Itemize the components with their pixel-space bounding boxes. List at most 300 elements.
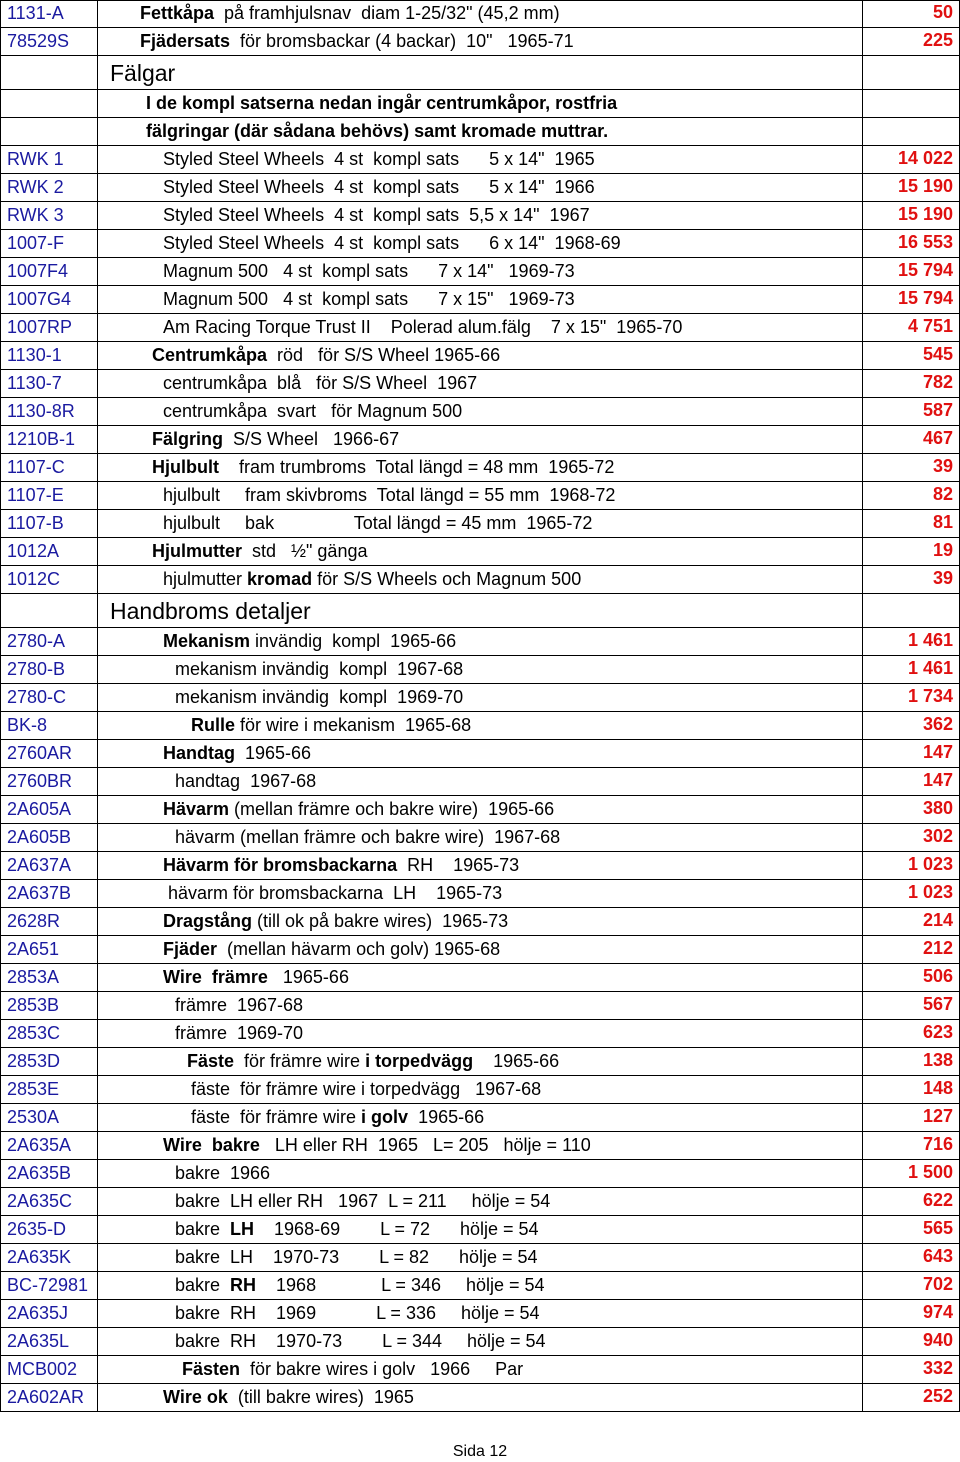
price-cell [862, 566, 960, 593]
part-price: 545 [922, 344, 953, 364]
part-code: 2760AR [7, 743, 73, 763]
description-segment: hävarm för bromsbackarna LH 1965-73 [168, 883, 503, 903]
part-description [182, 1359, 523, 1380]
code-cell [0, 852, 98, 879]
note-row [0, 118, 960, 146]
description-segment: bakre RH 1970-73 L = 344 hölje = 54 [175, 1331, 546, 1351]
code-cell [0, 398, 98, 425]
part-price: 940 [922, 1330, 953, 1350]
table-row [0, 1300, 960, 1328]
part-code: 2A637B [7, 883, 72, 903]
description-segment: S/S Wheel 1966-67 [223, 429, 400, 449]
table-row [0, 230, 960, 258]
part-code: 1007F4 [7, 261, 69, 281]
price-cell [862, 852, 960, 879]
price-cell [862, 1328, 960, 1355]
part-price: 1 461 [907, 630, 953, 650]
code-cell [0, 936, 98, 963]
table-row [0, 0, 960, 28]
part-price: 506 [922, 966, 953, 986]
description-segment: Fettkåpa [140, 3, 215, 23]
description-segment: Magnum 500 4 st kompl sats 7 x 15" 1969-73 [163, 289, 575, 309]
table-row [0, 426, 960, 454]
part-description [163, 1135, 591, 1156]
description-segment: främre 1969-70 [175, 1023, 304, 1043]
part-code: 1210B-1 [7, 429, 76, 449]
description-segment: Hävarm för bromsbackarna [163, 855, 398, 875]
part-description [163, 743, 311, 764]
part-description [152, 345, 500, 366]
description-segment: för wire i mekanism 1965-68 [235, 715, 472, 735]
part-description [175, 995, 303, 1016]
description-segment: bakre LH 1970-73 L = 82 hölje = 54 [175, 1247, 538, 1267]
code-cell [0, 56, 98, 89]
part-code: RWK 3 [7, 205, 64, 225]
part-price: 127 [922, 1106, 953, 1126]
table-row [0, 566, 960, 594]
part-code: 1107-B [7, 513, 64, 533]
price-cell [862, 1384, 960, 1411]
price-cell [862, 538, 960, 565]
price-cell [862, 1160, 960, 1187]
description-segment: för bakre wires i golv 1966 Par [240, 1359, 524, 1379]
part-description [152, 429, 399, 450]
price-cell [862, 510, 960, 537]
description-segment: i torpedvägg [365, 1051, 474, 1071]
part-description [175, 771, 316, 792]
description-segment: 1965-66 [235, 743, 312, 763]
part-code: 1007G4 [7, 289, 72, 309]
code-cell [0, 258, 98, 285]
description-segment: Wire ok [163, 1387, 228, 1407]
price-cell [862, 824, 960, 851]
code-cell [0, 314, 98, 341]
part-code: 1130-7 [7, 373, 62, 393]
table-row [0, 964, 960, 992]
part-description [187, 1051, 559, 1072]
part-code: 1130-8R [7, 401, 75, 421]
price-cell [862, 454, 960, 481]
code-cell [0, 1188, 98, 1215]
table-row [0, 824, 960, 852]
code-cell [0, 286, 98, 313]
part-code: 2530A [7, 1107, 60, 1127]
description-segment: LH eller RH 1965 L= 205 hölje = 110 [259, 1135, 591, 1155]
part-price: 362 [922, 714, 953, 734]
code-cell [0, 1216, 98, 1243]
section-heading: Handbroms detaljer [110, 598, 311, 624]
description-segment: 1968 L = 346 hölje = 54 [256, 1275, 545, 1295]
description-segment: invändig kompl 1965-66 [250, 631, 457, 651]
description-segment: centrumkåpa svart för Magnum 500 [163, 401, 463, 421]
part-description [175, 1303, 540, 1324]
description-segment: bakre 1966 [175, 1163, 271, 1183]
code-cell [0, 566, 98, 593]
code-cell [0, 964, 98, 991]
table-row [0, 314, 960, 342]
price-cell [862, 314, 960, 341]
part-code: 2A605A [7, 799, 72, 819]
description-segment: handtag 1967-68 [175, 771, 317, 791]
code-cell [0, 1076, 98, 1103]
code-cell [0, 796, 98, 823]
description-segment: Fjäder [163, 939, 218, 959]
part-price: 39 [932, 456, 953, 476]
price-cell [862, 258, 960, 285]
table-row [0, 796, 960, 824]
table-row [0, 1076, 960, 1104]
part-price: 15 794 [897, 288, 953, 308]
part-price: 782 [922, 372, 953, 392]
code-cell [0, 0, 98, 27]
part-price: 50 [932, 2, 953, 22]
code-cell [0, 1048, 98, 1075]
part-price: 148 [922, 1078, 953, 1098]
part-code: 78529S [7, 31, 70, 51]
description-segment: centrumkåpa blå för S/S Wheel 1967 [163, 373, 478, 393]
part-price: 567 [922, 994, 953, 1014]
part-description [163, 205, 590, 226]
price-cell [862, 1076, 960, 1103]
price-cell [862, 796, 960, 823]
code-cell [0, 1160, 98, 1187]
description-segment: RH 1965-73 [397, 855, 520, 875]
table-row [0, 1188, 960, 1216]
price-cell [862, 342, 960, 369]
description-segment: Mekanism [163, 631, 251, 651]
part-code: 1012C [7, 569, 61, 589]
part-code: 2853E [7, 1079, 60, 1099]
description-segment: Styled Steel Wheels 4 st kompl sats 5 x 14" 1966 [163, 177, 595, 197]
part-price: 147 [922, 770, 953, 790]
table-row [0, 628, 960, 656]
table-row [0, 880, 960, 908]
part-price: 81 [932, 512, 953, 532]
part-description [163, 401, 462, 422]
part-description [163, 631, 456, 652]
description-segment: Fälgring [152, 429, 223, 449]
part-description [175, 1023, 303, 1044]
part-description [163, 513, 592, 534]
code-cell [0, 426, 98, 453]
part-code: 1107-C [7, 457, 65, 477]
code-cell [0, 118, 98, 145]
table-row [0, 1048, 960, 1076]
part-description [163, 233, 621, 254]
price-cell [862, 1272, 960, 1299]
description-segment: Dragstång [163, 911, 253, 931]
price-cell [862, 628, 960, 655]
table-row [0, 286, 960, 314]
description-segment: Magnum 500 4 st kompl sats 7 x 14" 1969-73 [163, 261, 575, 281]
price-cell [862, 56, 960, 89]
description-segment: Styled Steel Wheels 4 st kompl sats 5 x 14" 1965 [163, 149, 595, 169]
part-description [152, 457, 614, 478]
price-cell [862, 964, 960, 991]
description-segment: LH [230, 1219, 255, 1239]
code-cell [0, 1384, 98, 1411]
table-row [0, 146, 960, 174]
code-cell [0, 768, 98, 795]
description-segment: Hjulmutter [152, 541, 242, 561]
section-note: fälgringar (där sådana behövs) samt kromade muttrar. [146, 121, 609, 141]
table-row [0, 852, 960, 880]
code-cell [0, 1244, 98, 1271]
part-price: 702 [922, 1274, 953, 1294]
description-segment: röd för S/S Wheel 1965-66 [267, 345, 501, 365]
part-description [163, 149, 595, 170]
price-cell [862, 1048, 960, 1075]
table-row [0, 1132, 960, 1160]
part-price: 587 [922, 400, 953, 420]
part-price: 1 023 [907, 882, 953, 902]
part-code: 2A635J [7, 1303, 69, 1323]
description-segment: mekanism invändig kompl 1969-70 [175, 687, 464, 707]
code-cell [0, 174, 98, 201]
code-cell [0, 1300, 98, 1327]
description-segment: Handtag [163, 743, 235, 763]
price-cell [862, 740, 960, 767]
section-heading-row [0, 594, 960, 628]
part-code: 2A602AR [7, 1387, 85, 1407]
part-code: 2628R [7, 911, 61, 931]
table-row [0, 908, 960, 936]
code-cell [0, 454, 98, 481]
part-price: 1 500 [907, 1162, 953, 1182]
part-description [163, 261, 575, 282]
price-cell [862, 0, 960, 27]
description-segment: RH [230, 1275, 257, 1295]
table-row [0, 482, 960, 510]
table-row [0, 370, 960, 398]
part-code: 2A635K [7, 1247, 72, 1267]
page-footer: Sida 12 [452, 1443, 508, 1460]
part-description [175, 1331, 546, 1352]
table-row [0, 712, 960, 740]
price-cell [862, 230, 960, 257]
code-cell [0, 90, 98, 117]
price-cell [862, 286, 960, 313]
price-cell [862, 370, 960, 397]
part-code: 2A651 [7, 939, 60, 959]
table-row [0, 1384, 960, 1412]
part-price: 138 [922, 1050, 953, 1070]
code-cell [0, 538, 98, 565]
part-code: 1107-E [7, 485, 64, 505]
description-segment: Styled Steel Wheels 4 st kompl sats 5,5 x 14" 1967 [163, 205, 590, 225]
part-code: 2853A [7, 967, 60, 987]
description-segment: mekanism invändig kompl 1967-68 [175, 659, 464, 679]
table-row [0, 398, 960, 426]
part-price: 147 [922, 742, 953, 762]
part-code: 2780-C [7, 687, 67, 707]
part-price: 1 461 [907, 658, 953, 678]
description-segment: Am Racing Torque Trust II Polerad alum.fälg 7 x 15" 1965-70 [163, 317, 683, 337]
part-code: 2760BR [7, 771, 73, 791]
price-cell [862, 908, 960, 935]
part-description [163, 939, 500, 960]
part-price: 15 794 [897, 260, 953, 280]
description-segment: Wire bakre [163, 1135, 260, 1155]
price-cell [862, 482, 960, 509]
part-code: 1012A [7, 541, 60, 561]
part-description [140, 3, 560, 24]
description-segment: fram trumbroms Total längd = 48 mm 1965-72 [218, 457, 615, 477]
part-description [175, 1247, 538, 1268]
description-segment: fäste för främre wire [191, 1107, 362, 1127]
part-price: 214 [922, 910, 953, 930]
description-segment: std ½" gänga [242, 541, 368, 561]
price-cell [862, 768, 960, 795]
section-heading: Fälgar [110, 60, 176, 86]
description-segment: (till ok på bakre wires) 1965-73 [252, 911, 509, 931]
part-price: 225 [922, 30, 953, 50]
code-cell [0, 628, 98, 655]
part-description [163, 799, 554, 820]
part-description [175, 1275, 545, 1296]
description-segment: i golv [361, 1107, 409, 1127]
part-description [152, 541, 367, 562]
table-row [0, 28, 960, 56]
code-cell [0, 712, 98, 739]
part-description [175, 1191, 550, 1212]
part-price: 467 [922, 428, 953, 448]
description-segment: 1965-66 [408, 1107, 485, 1127]
part-description [175, 827, 560, 848]
part-price: 19 [932, 540, 953, 560]
price-cell [862, 684, 960, 711]
part-price: 15 190 [897, 176, 953, 196]
price-cell [862, 992, 960, 1019]
table-row [0, 538, 960, 566]
description-segment: för främre wire [234, 1051, 366, 1071]
description-segment: 1968-69 L = 72 hölje = 54 [254, 1219, 539, 1239]
part-description [175, 687, 463, 708]
price-cell [862, 1300, 960, 1327]
part-description [163, 373, 477, 394]
part-price: 643 [922, 1246, 953, 1266]
part-code: 2853B [7, 995, 60, 1015]
price-cell [862, 398, 960, 425]
table-row [0, 202, 960, 230]
price-cell [862, 1104, 960, 1131]
price-cell [862, 202, 960, 229]
part-code: 1130-1 [7, 345, 62, 365]
table-row [0, 1356, 960, 1384]
part-description [191, 1079, 541, 1100]
description-segment: på framhjulsnav diam 1-25/32" (45,2 mm) [214, 3, 560, 23]
part-code: 1131-A [7, 3, 64, 23]
code-cell [0, 146, 98, 173]
part-description [163, 485, 615, 506]
part-description [175, 659, 463, 680]
part-description [163, 1387, 414, 1408]
part-code: 2780-B [7, 659, 66, 679]
code-cell [0, 824, 98, 851]
description-segment: hjulbult fram skivbroms Total längd = 55 mm 1968-72 [163, 485, 616, 505]
description-segment: Fjädersats [140, 31, 231, 51]
price-cell [862, 90, 960, 117]
code-cell [0, 1104, 98, 1131]
part-price: 623 [922, 1022, 953, 1042]
description-segment: för bromsbackar (4 backar) 10" 1965-71 [230, 31, 574, 51]
part-price: 974 [922, 1302, 953, 1322]
table-row [0, 1216, 960, 1244]
description-segment: kromad [247, 569, 313, 589]
description-segment: Centrumkåpa [152, 345, 268, 365]
description-segment: bakre [175, 1275, 231, 1295]
part-price: 252 [922, 1386, 953, 1406]
section-note: I de kompl satserna nedan ingår centrumkåpor, rostfria [146, 93, 618, 113]
description-segment: 1965-66 [473, 1051, 560, 1071]
part-code: 2635-D [7, 1219, 67, 1239]
part-code: 2853C [7, 1023, 61, 1043]
part-price: 622 [922, 1190, 953, 1210]
price-cell [862, 712, 960, 739]
code-cell [0, 908, 98, 935]
code-cell [0, 880, 98, 907]
part-code: 2A605B [7, 827, 72, 847]
part-code: 1007RP [7, 317, 73, 337]
table-row [0, 1328, 960, 1356]
description-segment: (till bakre wires) 1965 [227, 1387, 414, 1407]
part-code: MCB002 [7, 1359, 78, 1379]
price-cell [862, 1216, 960, 1243]
table-row [0, 258, 960, 286]
part-code: RWK 2 [7, 177, 64, 197]
table-row [0, 510, 960, 538]
part-description [163, 289, 575, 310]
part-price: 302 [922, 826, 953, 846]
price-cell [862, 1188, 960, 1215]
part-code: RWK 1 [7, 149, 64, 169]
price-cell [862, 28, 960, 55]
description-segment: Wire främre [163, 967, 268, 987]
description-segment: för S/S Wheels och Magnum 500 [312, 569, 582, 589]
description-segment: bakre LH eller RH 1967 L = 211 hölje = 54 [175, 1191, 551, 1211]
code-cell [0, 202, 98, 229]
table-row [0, 740, 960, 768]
price-cell [862, 1132, 960, 1159]
part-price: 82 [932, 484, 953, 504]
part-code: 2853D [7, 1051, 61, 1071]
description-segment: bakre [175, 1219, 231, 1239]
price-cell [862, 656, 960, 683]
table-row [0, 936, 960, 964]
description-segment: Rulle [191, 715, 236, 735]
price-cell [862, 118, 960, 145]
price-cell [862, 174, 960, 201]
part-price: 332 [922, 1358, 953, 1378]
section-heading-row [0, 56, 960, 90]
part-description [191, 1107, 484, 1128]
part-code: 2A635A [7, 1135, 72, 1155]
part-description [163, 317, 682, 338]
code-cell [0, 1356, 98, 1383]
price-cell [862, 936, 960, 963]
code-cell [0, 482, 98, 509]
table-row [0, 1104, 960, 1132]
description-segment: Styled Steel Wheels 4 st kompl sats 6 x 14" 1968-69 [163, 233, 621, 253]
code-cell [0, 992, 98, 1019]
table-row [0, 684, 960, 712]
table-row [0, 342, 960, 370]
part-code: 2A635B [7, 1163, 72, 1183]
table-row [0, 174, 960, 202]
price-cell [862, 1244, 960, 1271]
part-description [175, 1163, 270, 1184]
table-row [0, 1160, 960, 1188]
